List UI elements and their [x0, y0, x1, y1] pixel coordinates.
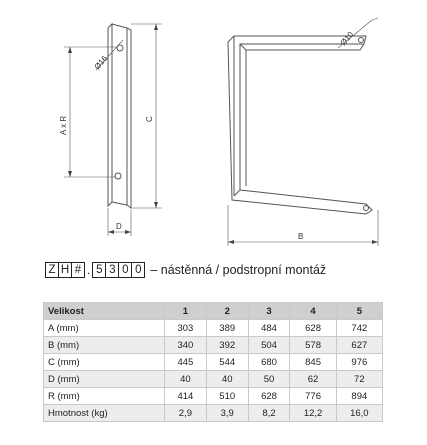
- code-digit: 3: [105, 262, 119, 278]
- table-cell: 2,9: [165, 405, 207, 422]
- table-cell: 389: [206, 320, 248, 337]
- table-cell: 445: [165, 354, 207, 371]
- front-view-outline: [228, 36, 372, 214]
- side-view-hole-bottom: [115, 173, 121, 179]
- table-row: [44, 354, 383, 371]
- table-cell: 776: [290, 388, 336, 405]
- front-view-hole-bottom: [364, 206, 369, 211]
- table-cell: 544: [206, 354, 248, 371]
- table-cell: 627: [336, 337, 382, 354]
- table-header-cell: 1: [165, 303, 207, 320]
- mounting-description: – nástěnná / podstropní montáž: [150, 263, 327, 277]
- table-cell: 8,2: [248, 405, 290, 422]
- table-header-cell: 2: [206, 303, 248, 320]
- dim-c-label: C: [145, 116, 154, 122]
- code-char: Z: [45, 262, 59, 278]
- front-view-inner-edge: [234, 36, 364, 196]
- table-cell: A (mm): [44, 320, 165, 337]
- table-row: [44, 371, 383, 388]
- product-code-row: [45, 262, 326, 278]
- table-cell: D (mm): [44, 371, 165, 388]
- table-header-cell: 3: [248, 303, 290, 320]
- table-cell: R (mm): [44, 388, 165, 405]
- table-header-cell: Velikost: [44, 303, 165, 320]
- table-cell: C (mm): [44, 354, 165, 371]
- code-char: H: [58, 262, 72, 278]
- table-row: [44, 388, 383, 405]
- table-cell: 392: [206, 337, 248, 354]
- table-row: [44, 320, 383, 337]
- code-digit: 0: [118, 262, 132, 278]
- table-cell: 628: [290, 320, 336, 337]
- table-cell: B (mm): [44, 337, 165, 354]
- front-view-hole-top: [359, 38, 364, 43]
- side-view-back-edge: [127, 28, 131, 208]
- table-cell: Hmotnost (kg): [44, 405, 165, 422]
- table-cell: 340: [165, 337, 207, 354]
- dim-b-label: B: [298, 232, 304, 241]
- dim-diam10-label: Ø10: [338, 29, 356, 48]
- table-cell: 16,0: [336, 405, 382, 422]
- table-cell: 894: [336, 388, 382, 405]
- dimensions-table: [43, 302, 383, 422]
- table-cell: 40: [165, 371, 207, 388]
- table-cell: 40: [206, 371, 248, 388]
- table-cell: 12,2: [290, 405, 336, 422]
- code-digit: 0: [131, 262, 145, 278]
- table-header-cell: 4: [290, 303, 336, 320]
- table-cell: 484: [248, 320, 290, 337]
- code-char: #: [71, 262, 85, 278]
- table-cell: 414: [165, 388, 207, 405]
- table-cell: 62: [290, 371, 336, 388]
- table-cell: 578: [290, 337, 336, 354]
- table-cell: 845: [290, 354, 336, 371]
- table-cell: 303: [165, 320, 207, 337]
- table-header-row: [44, 303, 383, 320]
- table-cell: 628: [248, 388, 290, 405]
- table-cell: 504: [248, 337, 290, 354]
- table-cell: 50: [248, 371, 290, 388]
- dim-diam16-label: Ø16: [92, 53, 110, 72]
- table-header-cell: 5: [336, 303, 382, 320]
- table-cell: 72: [336, 371, 382, 388]
- table-cell: 3,9: [206, 405, 248, 422]
- table-row: [44, 405, 383, 422]
- code-dot: .: [87, 263, 91, 277]
- table-cell: 976: [336, 354, 382, 371]
- dim-d-label: D: [116, 222, 122, 231]
- table-row: [44, 337, 383, 354]
- table-cell: 680: [248, 354, 290, 371]
- dim-axr-label: A x R: [59, 115, 68, 135]
- code-digit: 5: [92, 262, 106, 278]
- table-cell: 510: [206, 388, 248, 405]
- table-cell: 742: [336, 320, 382, 337]
